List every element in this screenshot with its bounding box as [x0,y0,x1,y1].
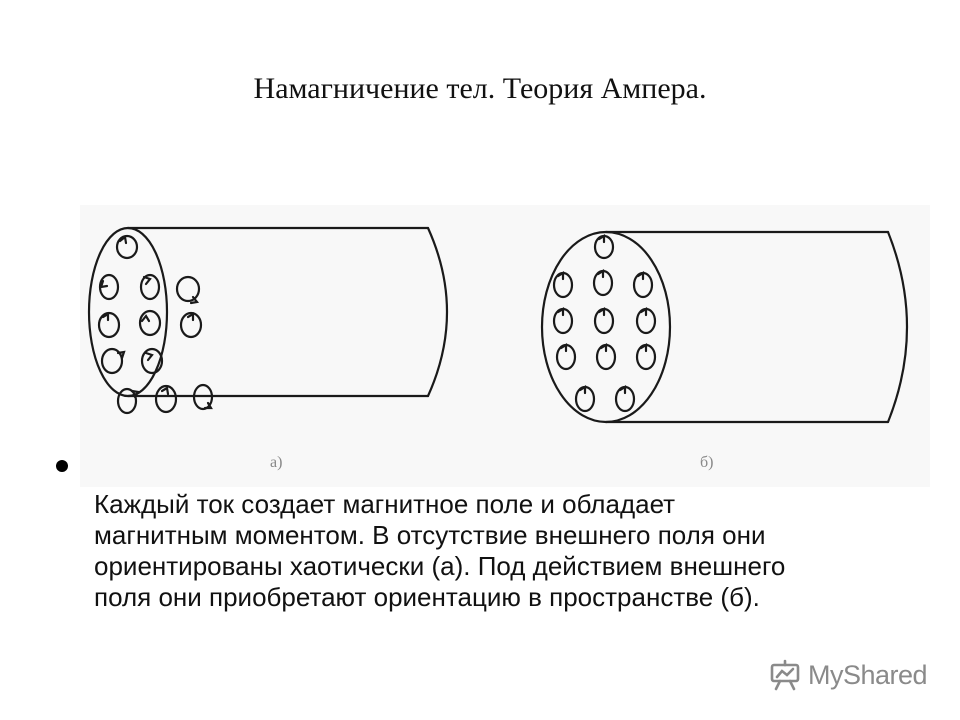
aligned-current-loops [554,236,655,411]
bullet-point [56,460,68,472]
figure-label-b: б) [700,454,714,471]
watermark-text: MyShared [808,659,928,690]
figure-label-a: а) [270,454,283,471]
ampere-currents-figure [80,205,930,487]
cylinder-a [89,228,447,413]
body-line: поля они приобретают ориентацию в пространстве (б). [94,582,760,612]
body-line: магнитным моментом. В отсутствие внешнего поля они [94,520,766,550]
chaotic-current-loops [99,236,212,413]
body-paragraph [94,489,894,613]
slide-title: Намагничение тел. Теория Ампера. [253,72,707,105]
body-line: ориентированы хаотически (а). Под действием внешнего [94,551,786,581]
watermark-logo [768,657,927,693]
cylinder-b [542,232,907,422]
presentation-board-icon [768,659,802,691]
body-line: Каждый ток создает магнитное поле и обладает [94,489,676,519]
